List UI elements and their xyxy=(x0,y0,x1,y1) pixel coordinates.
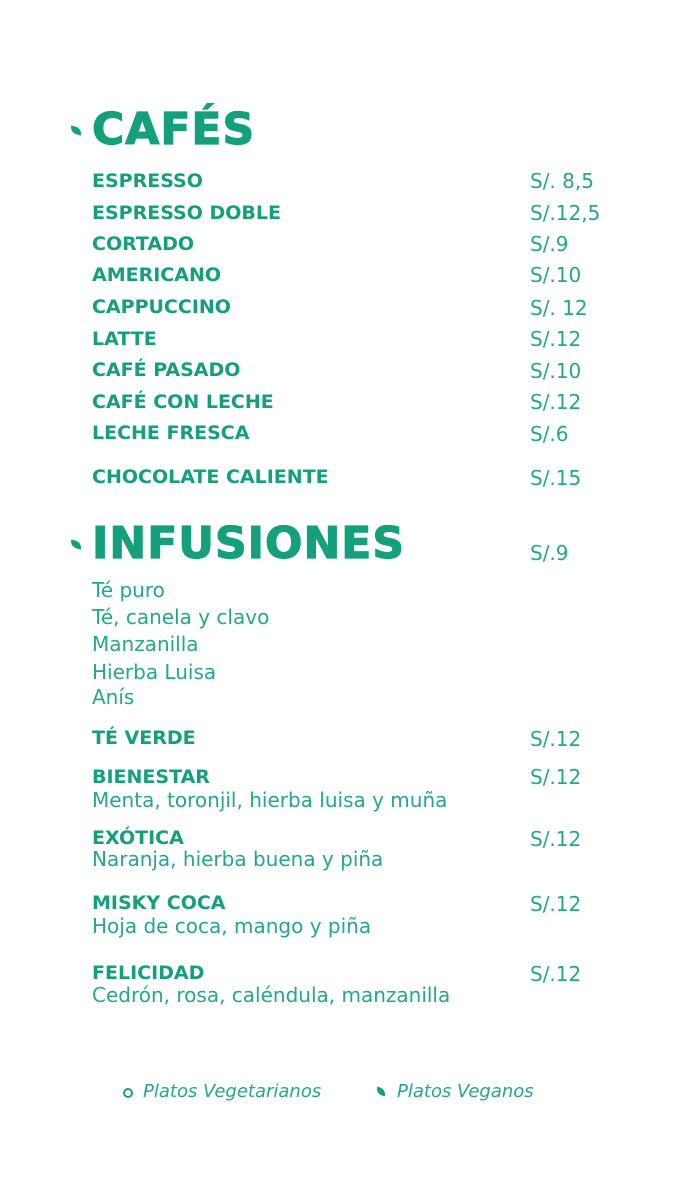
menu-item-description: Naranja, hierba buena y piña xyxy=(92,847,384,871)
legend-vegetarian: Platos Vegetarianos xyxy=(143,1081,322,1102)
menu-item-name: ESPRESSO DOBLE xyxy=(92,202,281,224)
menu-item-name: CORTADO xyxy=(92,233,194,255)
menu-item-price: S/.12 xyxy=(530,765,582,789)
menu-item-name: EXÓTICA xyxy=(92,827,184,849)
menu-item-name: CAPPUCCINO xyxy=(92,296,231,318)
legend-vegan: Platos Veganos xyxy=(397,1081,534,1102)
vegan-leaf-icon xyxy=(69,125,83,135)
menu-item-price: S/.12 xyxy=(530,827,582,851)
menu-item-name: MISKY COCA xyxy=(92,892,226,914)
menu-item-name: ESPRESSO xyxy=(92,170,203,192)
section-title-cafes: CAFÉS xyxy=(92,104,256,155)
menu-item-name: FELICIDAD xyxy=(92,962,205,984)
infusion-option: Té, canela y clavo xyxy=(92,605,270,629)
menu-item-price: S/.12 xyxy=(530,327,582,351)
infusion-option: Manzanilla xyxy=(92,632,199,656)
menu-item-price: S/. 12 xyxy=(530,296,588,320)
vegan-leaf-icon xyxy=(69,539,83,549)
circle-outline-icon xyxy=(123,1088,133,1098)
menu-item-description: Cedrón, rosa, caléndula, manzanilla xyxy=(92,983,451,1007)
menu-item-description: Hoja de coca, mango y piña xyxy=(92,914,372,938)
menu-item-price: S/.10 xyxy=(530,359,582,383)
menu-item-name: CHOCOLATE CALIENTE xyxy=(92,466,329,488)
leaf-icon xyxy=(375,1087,387,1097)
menu-item-price: S/.15 xyxy=(530,466,582,490)
menu-item-price: S/.12 xyxy=(530,727,582,751)
menu-item-name: BIENESTAR xyxy=(92,766,210,788)
menu-item-name: LECHE FRESCA xyxy=(92,422,250,444)
menu-item-price: S/.9 xyxy=(530,232,569,256)
infusion-option: Té puro xyxy=(92,578,165,602)
section-title-infusiones: INFUSIONES xyxy=(92,518,406,569)
infusion-option: Hierba Luisa xyxy=(92,660,217,684)
menu-item-description: Menta, toronjil, hierba luisa y muña xyxy=(92,788,448,812)
menu-item-price: S/.12 xyxy=(530,390,582,414)
menu-item-price: S/.12 xyxy=(530,962,582,986)
menu-item-name: AMERICANO xyxy=(92,264,221,286)
infusion-option: Anís xyxy=(92,685,135,709)
menu-item-price: S/.12 xyxy=(530,892,582,916)
menu-item-price: S/.10 xyxy=(530,263,582,287)
menu-item-name: CAFÉ CON LECHE xyxy=(92,391,274,413)
infusiones-price: S/.9 xyxy=(530,541,569,565)
menu-item-price: S/.6 xyxy=(530,422,569,446)
menu-item-name: TÉ VERDE xyxy=(92,727,196,749)
menu-item-name: CAFÉ PASADO xyxy=(92,359,241,381)
menu-item-price: S/.12,5 xyxy=(530,201,601,225)
menu-item-name: LATTE xyxy=(92,328,157,350)
menu-item-price: S/. 8,5 xyxy=(530,169,594,193)
